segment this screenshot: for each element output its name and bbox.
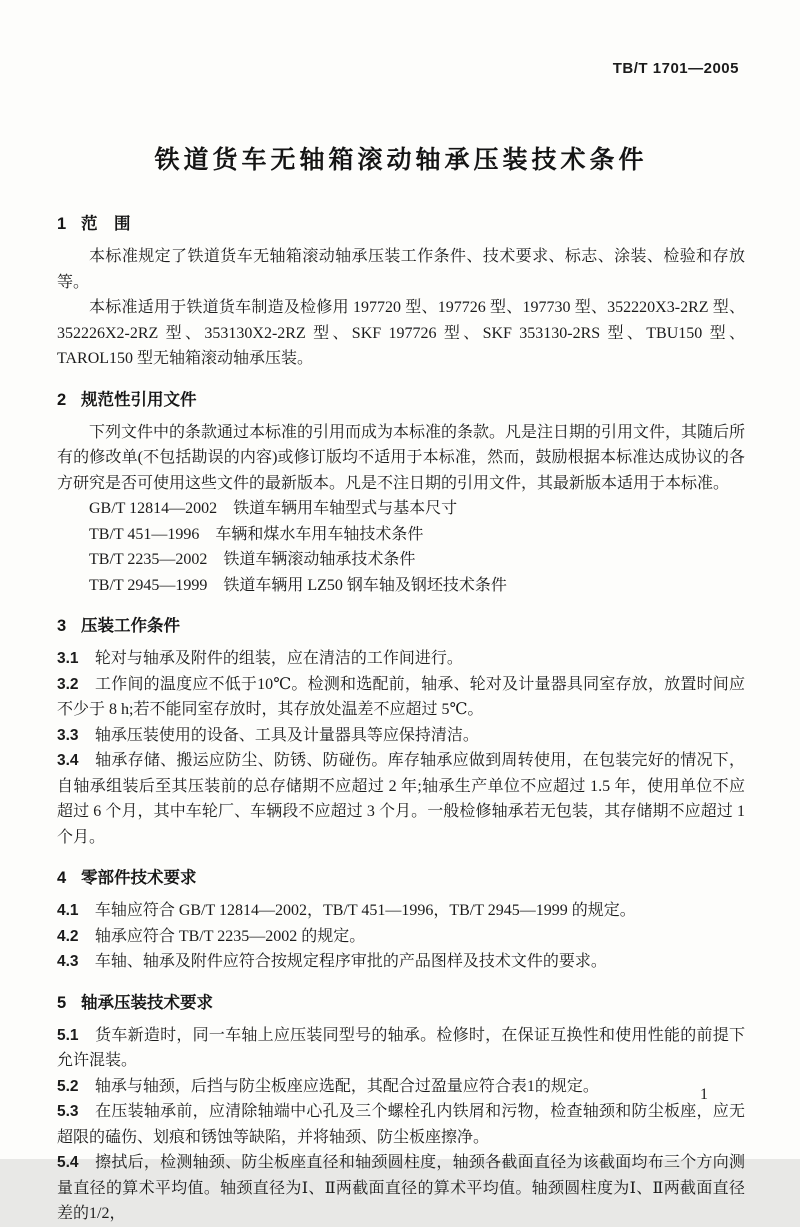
clause-number: 5.3 [57,1103,79,1120]
clause [57,1150,745,1227]
clause-text: 轴承压装使用的设备、工具及计量器具等应保持清洁。 [94,726,479,744]
clause [57,748,745,850]
clause [57,723,745,749]
reference-item [57,547,745,573]
clause [57,672,745,723]
reference-item [57,522,745,548]
section-3-title: 压装工作条件 [81,617,181,635]
reference-item [57,496,745,522]
clause-text: 在压装轴承前，应清除轴端中心孔及三个螺栓孔内铁屑和污物，检查轴颈和防尘板座，应无超限的磕伤、划痕和锈蚀等缺陷，并将轴颈、防尘板座擦净。 [57,1103,745,1146]
clause-text: 车轴应符合 GB/T 12814—2002，TB/T 451—1996，TB/T 2945—1999 的规定。 [94,902,636,919]
clause-number: 3.4 [57,752,79,769]
clause-text: 轴承应符合 TB/T 2235—2002 的规定。 [94,927,366,945]
section-4-heading [57,864,745,888]
section-2-title: 规范性引用文件 [81,390,197,409]
section-press-fit-working-conditions [57,612,745,850]
clause-number: 3.1 [57,650,79,667]
reference-title: 铁道车辆滚动轴承技术条件 [223,551,416,568]
clause-text: 工作间的温度应不低于10℃。检测和选配前，轴承、轮对及计量器具同室存放，放置时间应不少于 8 h;若不能同室存放时，其存放处温差不应超过 5℃。 [57,675,745,718]
section-5-number: 5 [57,993,67,1012]
reference-code: TB/T 2235—2002 [89,551,208,568]
reference-code: GB/T 12814—2002 [89,500,218,517]
clause [57,1074,745,1100]
reference-title: 铁道车辆用 LZ50 钢车轴及钢坯技术条件 [223,576,507,594]
reference-code: TB/T 451—1996 [89,525,200,543]
section-5-title: 轴承压装技术要求 [81,993,214,1012]
section-4-title: 零部件技术要求 [81,869,197,887]
reference-title: 车辆和煤水车用车轴技术条件 [215,525,424,543]
section-normative-references [57,386,745,599]
clause-text: 轴承存储、搬运应防尘、防锈、防碰伤。库存轴承应做到周转使用，在包装完好的情况下，自轴承组装后至其压装前的总存储期不应超过 2 年;轴承生产单位不应超过 1.5 年，使用单位不应超过 6 个月，其中车轮厂、车辆段不应超过 3 个月。一般检修轴承若无包装，其存储期不应超过 1 个月。 [57,752,745,846]
page-number: 1 [700,1086,708,1103]
section-5-heading [57,989,745,1013]
section-4-number: 4 [57,869,67,887]
paragraph: 下列文件中的条款通过本标准的引用而成为本标准的条款。凡是注日期的引用文件，其随后所有的修改单(不包括勘误的内容)或修订版均不适用于本标准，然而，鼓励根据本标准达成协议的各方研究是否可使用这些文件的最新版本。凡是不注日期的引用文件，其最新版本适用于本标准。 [57,423,746,492]
section-3-number: 3 [57,617,67,635]
clause-text: 货车新造时，同一车轴上应压装同型号的轴承。检修时，在保证互换性和使用性能的前提下允许混装。 [57,1026,745,1069]
clause-number: 4.2 [57,927,79,945]
section-3-heading [57,612,745,636]
clause [57,898,745,924]
clause-text: 轮对与轴承及附件的组装，应在清洁的工作间进行。 [94,650,463,667]
reference-item [57,573,745,599]
section-bearing-press-fit-requirements [57,989,745,1227]
section-component-technical-requirements [57,864,745,975]
clause [57,1099,745,1150]
section-2-number: 2 [57,390,67,409]
section-2-heading [57,386,745,410]
section-scope [57,210,745,372]
clause-text: 轴承与轴颈，后挡与防尘板座应选配，其配合过盈量应符合表1的规定。 [94,1077,599,1095]
reference-code: TB/T 2945—1999 [89,576,208,594]
clause-text: 车轴、轴承及附件应符合按规定程序审批的产品图样及技术文件的要求。 [94,953,607,970]
clause [57,1023,745,1074]
clause-number: 5.1 [57,1026,79,1044]
clause [57,646,745,672]
clause-number: 4.1 [57,902,79,919]
standard-code: TB/T 1701—2005 [612,60,739,77]
clause-number: 3.3 [57,726,79,744]
section-1-title: 范 围 [81,215,131,233]
clause-text: 擦拭后，检测轴颈、防尘板座直径和轴颈圆柱度，轴颈各截面直径为该截面均布三个方向测量直径的算术平均值。轴颈直径为Ⅰ、Ⅱ两截面直径的算术平均值。轴颈圆柱度为Ⅰ、Ⅱ两截面直径差的1/2， [57,1154,745,1222]
paragraph: 本标准适用于铁道货车制造及检修用 197720 型、197726 型、197730 型、352220X3-2RZ 型、352226X2-2RZ 型、353130X2-2RZ 型、SKF 197726 型、SKF 353130-2RS 型、TBU150 型、TAROL150 型无轴箱滚动轴承压装。 [57,299,745,367]
clause [57,949,745,975]
section-1-number: 1 [57,215,67,233]
clause [57,924,745,950]
page-header [57,60,745,82]
clause-number: 3.2 [57,675,79,693]
clause-number: 5.4 [57,1154,79,1171]
document-title: 铁道货车无轴箱滚动轴承压装技术条件 [154,146,648,174]
clause-number: 4.3 [57,953,79,970]
clause-number: 5.2 [57,1077,79,1095]
paragraph: 本标准规定了铁道货车无轴箱滚动轴承压装工作条件、技术要求、标志、涂装、检验和存放等。 [57,248,745,291]
section-1-heading [57,210,745,234]
reference-title: 铁道车辆用车轴型式与基本尺寸 [233,500,458,517]
